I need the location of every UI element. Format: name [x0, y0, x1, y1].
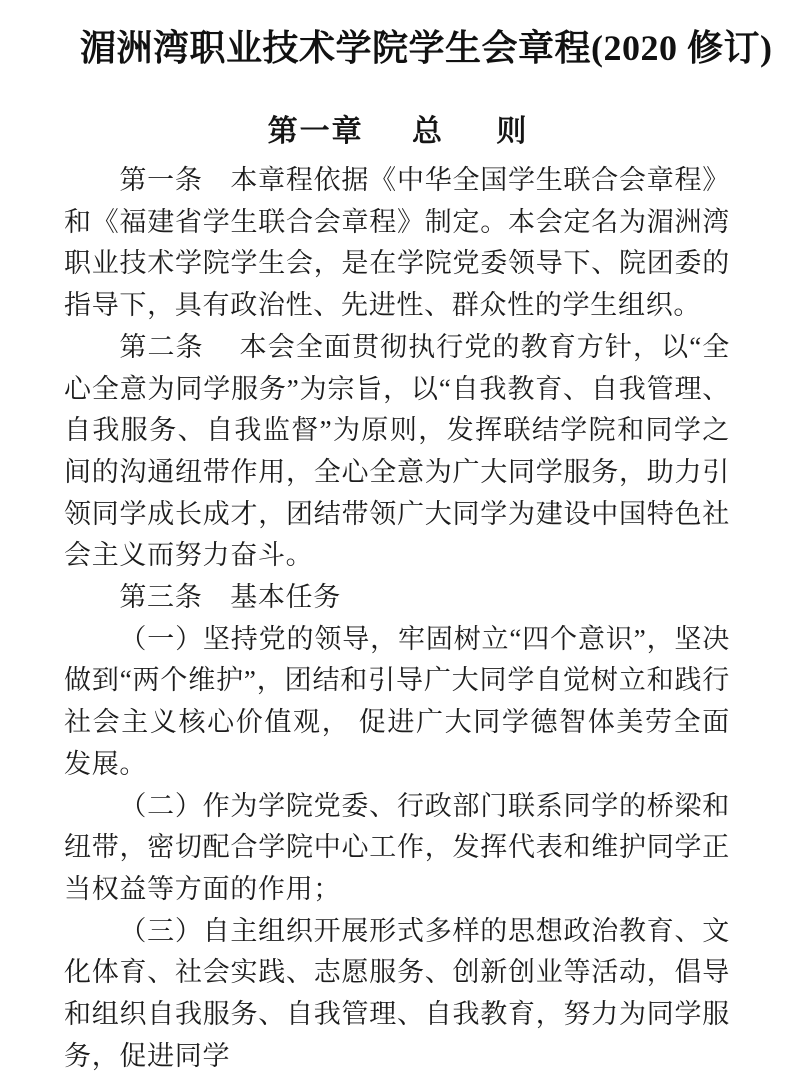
paragraph-article-3: 第三条 基本任务 — [119, 582, 341, 613]
paragraph-task-item-1: （一）坚持党的领导，牢固树立“四个意识”，坚决做到“两个维护”，团结和引导广大同学自觉树立和践行社会主义核心价值观， 促进广大同学德智体美劳全面发展。 — [64, 623, 730, 779]
document-body — [64, 160, 730, 1077]
paragraph-article-2: 第二条 本会全面贯彻执行党的教育方针，以“全心全意为同学服务”为宗旨，以“自我教育、自我管理、自我服务、自我监督”为原则，发挥联结学院和同学之间的沟通纽带作用，全心全意为广大同学服务，助力引领同学成长成才，团结带领广大同学为建设中国特色社会主义而努力奋斗。 — [64, 331, 730, 571]
paragraph-article-1: 第一条 本章程依据《中华全国学生联合会章程》和《福建省学生联合会章程》制定。本会定名为湄洲湾职业技术学院学生会，是在学院党委领导下、院团委的指导下，具有政治性、先进性、群众性的学生组织。 — [64, 165, 730, 321]
paragraph-task-item-2: （二）作为学院党委、行政部门联系同学的桥梁和纽带，密切配合学院中心工作，发挥代表和维护同学正当权益等方面的作用； — [64, 790, 730, 904]
chapter-heading — [64, 114, 730, 150]
chapter-number: 第一章 — [267, 115, 364, 148]
chapter-title-word: 总 — [412, 115, 442, 148]
chapter-title-word: 则 — [496, 115, 527, 148]
paragraph-task-item-3: （三）自主组织开展形式多样的思想政治教育、文化体育、社会实践、志愿服务、创新创业等活动，倡导和组织自我服务、自我管理、自我教育，努力为同学服务，促进同学 — [64, 915, 730, 1071]
document-title: 湄洲湾职业技术学院学生会章程(2020 修订) — [80, 28, 773, 68]
